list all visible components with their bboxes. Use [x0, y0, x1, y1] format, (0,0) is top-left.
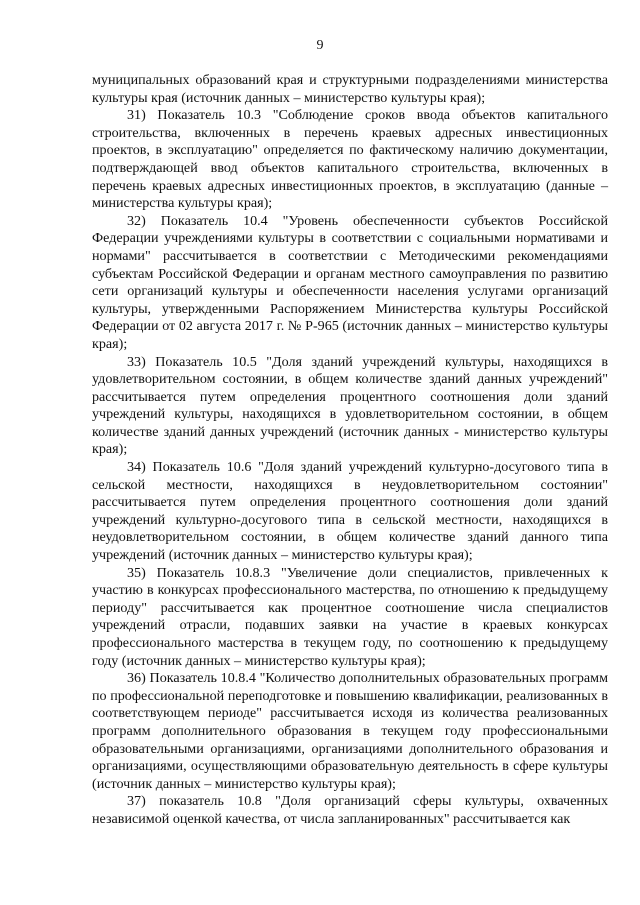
paragraph-item-32: 32) Показатель 10.4 "Уровень обеспеченности субъектов Российской Федерации учреждениями культуры в соответствии с социальными нормативами и нормами" рассчитывается в соответствии с Методическими рекомендациями субъектам Российской Федерации и органам местного самоуправления по развитию сети организаций культуры и обеспеченности населения услугами организаций культуры, утвержденными Распоряжением Министерства культуры Российской Федерации от 02 августа 2017 г. № Р-965 (источник данных – министерство культуры края); — [92, 212, 608, 352]
paragraph-item-31: 31) Показатель 10.3 "Соблюдение сроков ввода объектов капитального строительства, включенных в перечень краевых адресных инвестиционных проектов, в эксплуатацию" определяется по фактическому наличию документации, подтверждающей ввод объектов капитального строительства, включенных в перечень краевых адресных инвестиционных проектов, в эксплуатацию (данные – министерства культуры края); — [92, 107, 608, 212]
paragraph-item-37: 37) показатель 10.8 "Доля организаций сферы культуры, охваченных независимой оценкой качества, от числа запланированных" рассчитывается как — [92, 793, 608, 827]
paragraph-item-35: 35) Показатель 10.8.3 "Увеличение доли специалистов, привлеченных к участию в конкурсах профессионального мастерства, по отношению к предыдущему периоду" рассчитывается как процентное соотношение числа специалистов учреждений отрасли, подавших заявки на участие в краевых конкурсах профессионального мастерства в текущем году, по соотношению к предыдущему году (источник данных – министерство культуры края); — [92, 564, 608, 669]
document-body — [92, 72, 608, 829]
paragraph-item-33: 33) Показатель 10.5 "Доля зданий учреждений культуры, находящихся в удовлетворительном состоянии, в общем количестве зданий данных учреждений" рассчитывается путем определения процентного соотношения доли зданий учреждений культуры, находящихся в удовлетворительном состоянии, в общем количестве зданий данных учреждений (источник данных - министерство культуры края); — [92, 353, 608, 458]
paragraph-item-34: 34) Показатель 10.6 "Доля зданий учреждений культурно-досугового типа в сельской местности, находящихся в неудовлетворительном состоянии" рассчитывается путем определения процентного соотношения доли зданий учреждений культурно-досугового типа в сельской местности, находящихся в неудовлетворительном состоянии, в общем количестве зданий данного типа учреждений (источник данных – министерство культуры края); — [92, 459, 608, 564]
paragraph-continuation: муниципальных образований края и структурными подразделениями министерства культуры края (источник данных – министерство культуры края); — [92, 72, 608, 106]
paragraph-item-36: 36) Показатель 10.8.4 "Количество дополнительных образовательных программ по профессиональной переподготовке и повышению квалификации, реализованных в соответствующем периоде" рассчитывается исходя из количества реализованных программ дополнительного образования в текущем году профессиональными образовательными организациями, организациями дополнительного образования и организациями, осуществляющими образовательную деятельность в сфере культуры (источник данных – министерство культуры края); — [92, 670, 608, 792]
page-number: 9 — [316, 38, 324, 53]
